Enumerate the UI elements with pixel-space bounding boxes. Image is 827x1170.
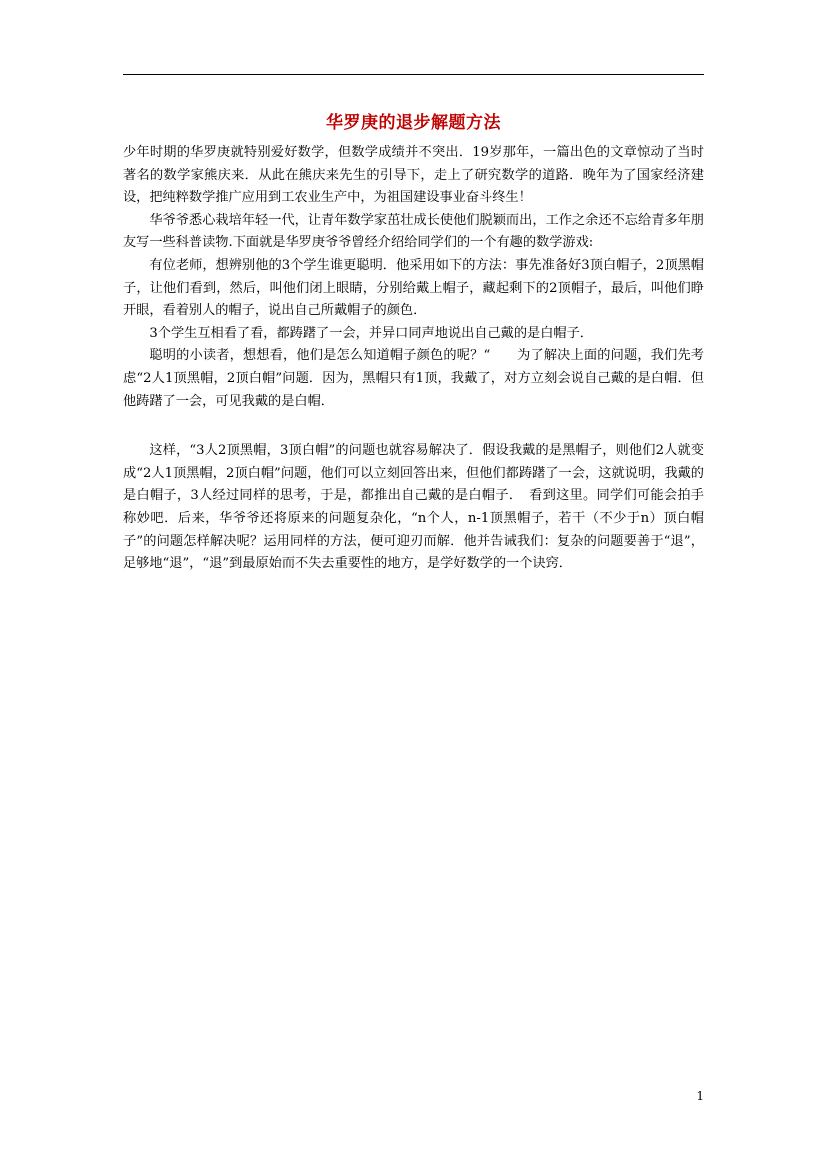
paragraph-3: 有位老师，想辨别他的3个学生谁更聪明．他采用如下的方法：事先准备好3顶白帽子，2顶黑帽子，让他们看到，然后，叫他们闭上眼睛，分别给戴上帽子，藏起剩下的2顶帽子，最后，叫他们睁开眼，看着别人的帽子，说出自己所戴帽子的颜色． xyxy=(123,257,704,319)
page-number: 1 xyxy=(696,1089,704,1103)
paragraph-2: 华爷爷悉心栽培年轻一代，让青年数学家茁壮成长使他们脱颖而出，工作之余还不忘给青多年朋友写一些科普读物.下面就是华罗庚爷爷曾经介绍给同学们的一个有趣的数学游戏: xyxy=(123,212,704,251)
paragraph-1: 少年时期的华罗庚就特别爱好数学，但数学成绩并不突出．19岁那年，一篇出色的文章惊动了当时著名的数学家熊庆来．从此在熊庆来先生的引导下，走上了研究数学的道路．晚年为了国家经济建设，把纯粹数学推广应用到工农业生产中，为祖国建设事业奋斗终生！ xyxy=(123,145,704,206)
header-rule xyxy=(123,74,704,75)
paragraph-gap xyxy=(123,413,704,440)
document-title: 华罗庚的退步解题方法 xyxy=(326,113,501,133)
paragraph-4: 3个学生互相看了看，都踌躇了一会，并异口同声地说出自己戴的是白帽子． xyxy=(149,325,593,341)
paragraph-6: 这样，“3人2顶黑帽，3顶白帽”的问题也就容易解决了．假设我戴的是黑帽子，则他们2人就变成“2人1顶黑帽，2顶白帽”问题，他们可以立刻回答出来，但他们都踌躇了一会，这就说明，我戴的是白帽子，3人经过同样的思考，于是，都推出自己戴的是白帽子． 看到这里。同学们可能会拍手称妙吧．后来，华爷爷还将原来的问题复杂化，“n个人，n-1顶黑帽子，若干（不少于n）顶白帽子”的问题怎样解决呢？运用同样的方法，便可迎刃而解．他并告诫我们：复杂的问题要善于“退”，足够地“退”，“退”到最原始而不失去重要性的地方，是学好数学的一个诀窍． xyxy=(123,443,704,572)
paragraph-5: 聪明的小读者，想想看，他们是怎么知道帽子颜色的呢？“ 为了解决上面的问题，我们先考虑“2人1顶黑帽，2顶白帽”问题．因为，黑帽只有1顶，我戴了，对方立刻会说自己戴的是白帽．但他踌躇了一会，可见我戴的是白帽． xyxy=(123,348,704,409)
document-body xyxy=(123,142,704,576)
